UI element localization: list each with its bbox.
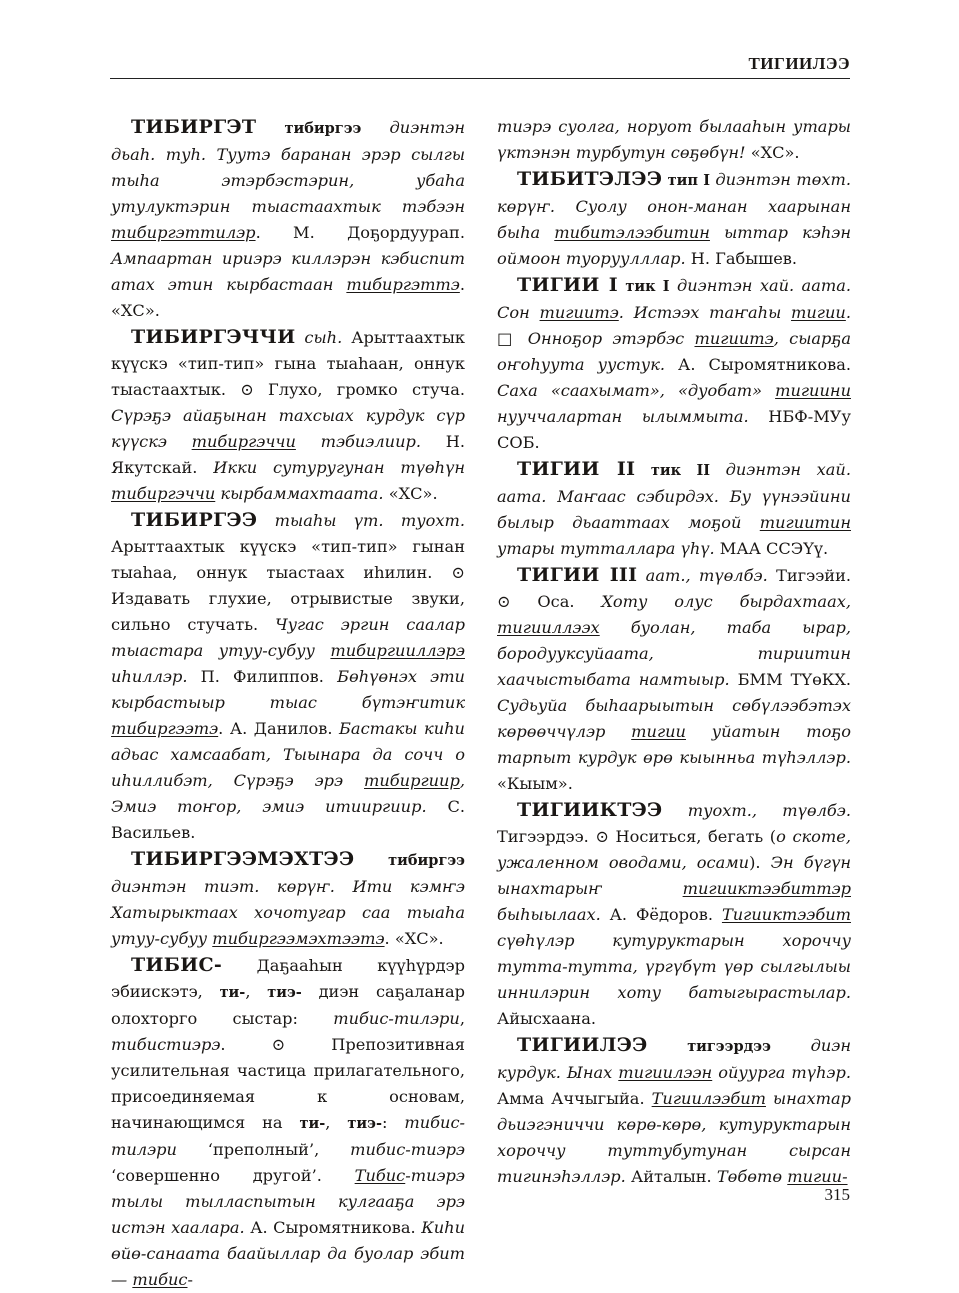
reference-word: ти- bbox=[299, 1115, 326, 1132]
illustrated-word: Тигиилээбит bbox=[651, 1089, 766, 1108]
example-text: тэбиэлиир. bbox=[295, 432, 422, 451]
illustrated-word: тибитэлээбитин bbox=[554, 223, 710, 242]
reference-word: тибиргээ bbox=[284, 120, 362, 137]
definition-text: БММ ТҮөКХ. bbox=[729, 670, 852, 689]
reference-word: тиэ- bbox=[347, 1115, 382, 1132]
illustrated-word: тибиргииллэрэ bbox=[330, 641, 465, 660]
example-keyword bbox=[330, 641, 465, 660]
example-text: быһыылаах. bbox=[497, 905, 601, 924]
example-keyword bbox=[631, 722, 686, 741]
definition-text: ). bbox=[749, 853, 771, 872]
definition-text: П. Филиппов. bbox=[187, 667, 338, 686]
headword: ТИБИРГЭЭ bbox=[131, 509, 258, 531]
example-keyword bbox=[132, 1270, 187, 1289]
example-text: Чугас эргин саалар тыастара утуу-субуу bbox=[111, 615, 465, 660]
illustrated-word: тибиргэттэ bbox=[346, 275, 460, 294]
running-head: ТИГИИЛЭЭ bbox=[748, 54, 850, 73]
definition-text: С. Васильев. bbox=[111, 797, 465, 842]
example-keyword bbox=[694, 329, 773, 348]
illustrated-word: тигиини bbox=[775, 381, 851, 400]
example-keyword bbox=[111, 484, 215, 503]
definition-text: «ХС». bbox=[745, 143, 800, 162]
dictionary-entry bbox=[111, 846, 465, 952]
example-text: Судьуйа быһаарыытын сөбүлээбэтэх көрөөччүлэр bbox=[497, 696, 851, 741]
definition-text: А. Сыромятникова. bbox=[244, 1218, 422, 1237]
example-text: . □ Онноҕор этэрбэс bbox=[497, 303, 851, 348]
example-keyword bbox=[554, 223, 710, 242]
dictionary-entry bbox=[497, 166, 851, 272]
example-keyword bbox=[775, 381, 851, 400]
example-text: тибис-тилэри bbox=[111, 1113, 465, 1159]
example-text: Бастакы киһи адьас хамсаабат, Тыынара да сочч о иһиллибэт, Сүрэҕэ эрэ bbox=[111, 719, 465, 790]
definition-text: . «ХС». bbox=[111, 275, 465, 320]
example-text: утары тутталлара үһү. bbox=[497, 539, 715, 558]
example-keyword bbox=[652, 1089, 766, 1108]
illustrated-word: тибиргэччи bbox=[111, 484, 216, 503]
example-keyword bbox=[111, 223, 256, 242]
reference-word: тик II bbox=[650, 462, 711, 479]
illustrated-word: тибиргэттилэр bbox=[111, 223, 256, 242]
illustrated-word: тибиргэччи bbox=[191, 432, 296, 451]
illustrated-word: тигииктээбиттэр bbox=[682, 879, 851, 898]
example-text: Икки сутуругунан түөһүн bbox=[213, 458, 465, 477]
example-text: ынахтар дьиэгэниччи көрө-көрө, кутуруктарын хороччу туттубутунан сырсан тигинэһэллэр. bbox=[497, 1089, 851, 1186]
definition-text: А. Сыромятникова. bbox=[665, 355, 851, 374]
illustrated-word: тигии bbox=[631, 722, 686, 741]
example-keyword bbox=[364, 771, 460, 790]
header-rule bbox=[110, 78, 850, 79]
example-text: тиэрэ суолга, норуот былааһын утары үктэнэн турбутун сөҕөбүн! bbox=[497, 117, 851, 162]
example-text: тыаһы үт. туохт. bbox=[257, 511, 465, 530]
definition-text: НБФ-МУу СОБ. bbox=[497, 407, 851, 452]
headword: ТИГИИКТЭЭ bbox=[517, 799, 663, 821]
reference-word: ти- bbox=[219, 984, 246, 1001]
example-text: диэнтэн тиэт. көрүҥ. Ити кэмҥэ Хатырыктаах хочотугар саа тыаһа утуу-субуу bbox=[111, 877, 465, 948]
example-text: аат., түөлбэ. bbox=[637, 566, 768, 585]
example-text: Эн бүгүн ынахтарыҥ bbox=[497, 853, 851, 898]
example-text: ойуурга түһэр. bbox=[712, 1063, 851, 1082]
example-text: Хоту олус бырдахтаах, bbox=[601, 592, 851, 611]
example-text: туохт., түөлбэ. bbox=[662, 801, 851, 820]
example-text: кырбаммахтаата. bbox=[215, 484, 384, 503]
example-text: диэнтэн төхт. көрүҥ. Суолу онон-манан хаарынан быһа bbox=[497, 170, 851, 242]
example-text: диэнтэн хай. аата. Маҥаас сэбирдэх. Бу үүнээйини былыр дьааттаах моҕой bbox=[497, 460, 851, 532]
example-text: Ампаартан ириэрэ киллэрэн кэбиспит атах этин кырбастаан bbox=[111, 249, 465, 294]
definition-text bbox=[648, 1036, 688, 1055]
definition-text: , bbox=[459, 1009, 465, 1028]
definition-text: диэн саҕаланар олохторго сыстар: bbox=[111, 982, 465, 1028]
reference-word: тик I bbox=[625, 278, 670, 295]
reference-word: тигээрдээ bbox=[687, 1038, 771, 1055]
illustrated-word: тигии- bbox=[787, 1167, 848, 1186]
dictionary-entry bbox=[111, 114, 465, 324]
illustrated-word: тибиргээмэхтээтэ bbox=[212, 929, 385, 948]
illustrated-word: тигиитэ bbox=[539, 303, 619, 322]
example-keyword bbox=[618, 1063, 712, 1082]
reference-word: тиэ- bbox=[267, 984, 302, 1001]
dictionary-entry bbox=[497, 456, 851, 562]
definition-text bbox=[354, 850, 388, 869]
headword: ТИГИИ II bbox=[517, 458, 636, 480]
definition-text: «Кыым». bbox=[497, 774, 573, 793]
example-keyword bbox=[722, 905, 851, 924]
definition-text: Айталын. bbox=[625, 1167, 717, 1186]
illustrated-word: тигииллээх bbox=[497, 618, 600, 637]
definition-text: ‘преполный’, bbox=[176, 1140, 351, 1159]
example-text: диэнтэн дьаһ. туһ. Туутэ баранан эрэр сылгы тыһа этэрбэстэрин, убаһа утулуктэрин тыастаахтык тэбээн bbox=[111, 118, 465, 216]
right-column bbox=[497, 114, 851, 1190]
example-text: Сүрэҕэ айаҕынан тахсыах курдук сүр күүскэ bbox=[111, 406, 465, 451]
definition-text: Н. Якутскай. bbox=[111, 432, 465, 477]
headword: ТИБИРГЭТ bbox=[131, 116, 257, 138]
dictionary-entry bbox=[497, 562, 851, 797]
illustrated-word: тигии bbox=[791, 303, 846, 322]
definition-text: . «ХС». bbox=[384, 929, 444, 948]
definition-text: , bbox=[245, 982, 268, 1001]
definition-text: . М. Доҕордуурап. bbox=[255, 223, 465, 242]
headword: ТИБИРГЭЧЧИ bbox=[131, 326, 296, 348]
example-text: нууччалартан ылыммыта. bbox=[497, 407, 749, 426]
example-text: сыһ. bbox=[295, 328, 343, 347]
example-keyword bbox=[497, 618, 600, 637]
example-keyword bbox=[192, 432, 296, 451]
illustrated-word: тигиитин bbox=[759, 513, 851, 532]
illustrated-word: Тигииктээбит bbox=[721, 905, 851, 924]
example-keyword bbox=[540, 303, 619, 322]
example-text: Төбөтө bbox=[716, 1167, 788, 1186]
example-text: о скоте, ужаленном оводами, осами bbox=[497, 827, 851, 872]
entry-continuation bbox=[497, 114, 851, 166]
definition-text: ‘совершенно другой’. bbox=[111, 1166, 355, 1185]
illustrated-word: тигиитэ bbox=[694, 329, 774, 348]
example-text: Саха «саахымат», «дуобат» bbox=[497, 381, 776, 400]
example-text: . Истээх таҥаһы bbox=[618, 303, 792, 322]
definition-text: Тигээрдээ. ⊙ Носиться, бегать ( bbox=[497, 827, 777, 846]
example-keyword bbox=[346, 275, 459, 294]
definition-text: Н. Габышев. bbox=[685, 249, 798, 268]
example-text: ыттар кэһэн оймоон туоруулллар. bbox=[497, 223, 851, 268]
headword: ТИГИИ III bbox=[517, 564, 638, 586]
example-keyword bbox=[212, 929, 384, 948]
definition-text: «ХС». bbox=[383, 484, 438, 503]
example-text: тибис-тилэри bbox=[333, 1009, 460, 1028]
example-text: Бөһүөнэх эти кырбастыыр тыас бүтэҥитик bbox=[111, 667, 465, 712]
page-number: 315 bbox=[824, 1185, 850, 1204]
headword: ТИБИРГЭЭМЭХТЭЭ bbox=[131, 848, 355, 870]
dictionary-entry bbox=[111, 324, 465, 507]
left-column bbox=[111, 114, 465, 1293]
definition-text: А. Фёдоров. bbox=[600, 905, 722, 924]
definition-text bbox=[635, 460, 651, 479]
example-keyword bbox=[787, 1167, 847, 1186]
dictionary-entry bbox=[497, 1032, 851, 1190]
example-text: сүөһүлэр кутуруктарын хороччу тутта-тутта, үргүбүт үөр сылгылыы иннилэрин хоту батыгырастылар. bbox=[497, 931, 851, 1002]
dictionary-entry bbox=[497, 272, 851, 456]
definition-text: . А. Данилов. bbox=[218, 719, 340, 738]
reference-word: тибиргээ bbox=[388, 852, 465, 869]
example-text: , сыарҕа оҥоһуута уустук. bbox=[497, 329, 851, 374]
definition-text: Арыттаахтык күүскэ «тип-тип» гынан тыаһаа, оннук тыастаах иһилин. ⊙ Издавать глухие, отрывистые звуки, сильно стучать. bbox=[111, 537, 465, 634]
dictionary-entry bbox=[111, 507, 465, 846]
definition-text: МАА ССЭҮү. bbox=[714, 539, 829, 558]
definition-text: Даҕааһын күүһүрдэр эбиискэтэ, bbox=[111, 956, 465, 1001]
illustrated-word: тибиргиир bbox=[364, 771, 460, 790]
illustrated-word: тигиилээн bbox=[618, 1063, 713, 1082]
definition-text: Айысхаана. bbox=[497, 1009, 597, 1028]
example-keyword bbox=[791, 303, 846, 322]
headword: ТИГИИЛЭЭ bbox=[517, 1034, 648, 1056]
headword: ТИБИТЭЛЭЭ bbox=[517, 168, 663, 190]
definition-text: , bbox=[325, 1113, 348, 1132]
definition-text: Амма Аччыгыйа. bbox=[497, 1089, 652, 1108]
example-keyword bbox=[355, 1166, 406, 1185]
headword: ТИБИС- bbox=[131, 954, 223, 976]
definition-text: - bbox=[187, 1270, 193, 1289]
definition-text bbox=[256, 118, 284, 137]
example-text: диэнтэн хай. аата. Сон bbox=[497, 276, 851, 322]
example-text: тибистиэрэ bbox=[111, 1035, 221, 1054]
reference-word: тип I bbox=[667, 172, 711, 189]
definition-text: . ⊙ Препозитивная усилительная частица прилагательного, присоединяемая к основам, начинающимся на bbox=[111, 1035, 465, 1132]
example-text: , Эмиэ тоҥор, эмиэ итииргиир. bbox=[111, 771, 465, 816]
example-keyword bbox=[760, 513, 851, 532]
headword: ТИГИИ I bbox=[517, 274, 618, 296]
illustrated-word: тибис bbox=[132, 1270, 188, 1289]
definition-text: : bbox=[381, 1113, 405, 1132]
example-text: иһиллэр. bbox=[111, 667, 188, 686]
dictionary-entry bbox=[111, 952, 465, 1293]
illustrated-word: Тибис bbox=[354, 1166, 406, 1185]
example-text: -тиэрэ тылы тыллаcпытын кулгааҕа эрэ истэн хаалара. bbox=[111, 1166, 465, 1237]
definition-text: Арыттаахтык күүскэ «тип-тип» гына тыаһаан, оннук тыастаахтык. ⊙ Глухо, громко стуча. bbox=[111, 328, 465, 399]
definition-text: Тигээйи. ⊙ Оса. bbox=[497, 566, 852, 611]
example-text: диэн курдук. Ынах bbox=[497, 1036, 851, 1082]
example-text: буолан, таба ырар, бородууксуйаата, тириитин хаачыстыбата намтыыр. bbox=[497, 618, 851, 689]
example-keyword bbox=[683, 879, 851, 898]
illustrated-word: тибиргээтэ bbox=[111, 719, 219, 738]
example-text: Киһи өйө-санаата баайыллар да буолар эбит — bbox=[111, 1218, 466, 1289]
example-text: уйатын тоҕо тарпыт курдук өрө кыынньа түһэллэр. bbox=[497, 722, 851, 767]
dictionary-entry bbox=[497, 797, 851, 1032]
example-keyword bbox=[111, 719, 218, 738]
example-text: тибис-тиэрэ bbox=[350, 1140, 465, 1159]
